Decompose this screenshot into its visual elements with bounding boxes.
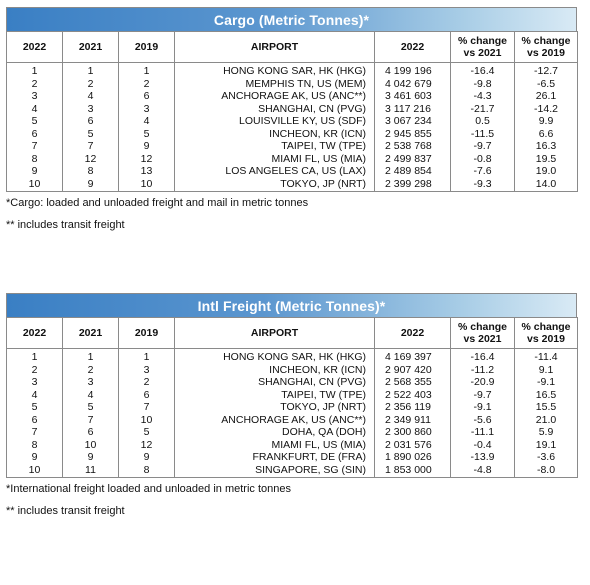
cell-pct-change-2019: -6.5 — [515, 78, 578, 91]
cell-rank-2021: 5 — [63, 128, 119, 141]
cell-rank-2019: 9 — [119, 451, 175, 464]
cell-rank-2019: 12 — [119, 439, 175, 452]
cell-rank-2022: 2 — [7, 78, 63, 91]
cell-pct-change-2021: -21.7 — [451, 103, 515, 116]
cell-airport: SHANGHAI, CN (PVG) — [175, 103, 375, 116]
intl-freight-table — [6, 317, 578, 478]
cell-cargo-2022: 2 907 420 — [375, 364, 451, 377]
cell-rank-2021: 9 — [63, 451, 119, 464]
cell-airport: FRANKFURT, DE (FRA) — [175, 451, 375, 464]
cell-rank-2021: 3 — [63, 376, 119, 389]
cell-pct-change-2021: -13.9 — [451, 451, 515, 464]
table-row — [7, 389, 578, 402]
table-row — [7, 165, 578, 178]
cell-pct-change-2019: 19.1 — [515, 439, 578, 452]
cell-pct-change-2019: 19.5 — [515, 153, 578, 166]
cell-pct-change-2021: -11.2 — [451, 364, 515, 377]
table-header-row — [7, 32, 578, 63]
cell-rank-2019: 10 — [119, 178, 175, 192]
cell-rank-2022: 1 — [7, 63, 63, 78]
table-row — [7, 464, 578, 478]
cell-pct-change-2019: 14.0 — [515, 178, 578, 192]
cell-cargo-2022: 4 169 397 — [375, 349, 451, 364]
cell-cargo-2022: 4 042 679 — [375, 78, 451, 91]
cell-pct-change-2019: -9.1 — [515, 376, 578, 389]
column-header-pct-change-2019: % change vs 2019 — [515, 318, 578, 349]
cell-pct-change-2021: 0.5 — [451, 115, 515, 128]
cell-pct-change-2021: -0.4 — [451, 439, 515, 452]
column-header-airport: AIRPORT — [175, 32, 375, 63]
cell-rank-2021: 11 — [63, 464, 119, 478]
cell-rank-2019: 10 — [119, 414, 175, 427]
cell-pct-change-2019: 19.0 — [515, 165, 578, 178]
cell-cargo-2022: 2 568 355 — [375, 376, 451, 389]
cell-cargo-2022: 2 349 911 — [375, 414, 451, 427]
table-row — [7, 401, 578, 414]
cell-rank-2021: 6 — [63, 426, 119, 439]
cell-pct-change-2019: 26.1 — [515, 90, 578, 103]
cell-pct-change-2021: -9.7 — [451, 140, 515, 153]
cell-rank-2022: 10 — [7, 464, 63, 478]
cell-rank-2021: 4 — [63, 90, 119, 103]
cell-rank-2021: 7 — [63, 414, 119, 427]
table-row — [7, 414, 578, 427]
cell-cargo-2022: 3 461 603 — [375, 90, 451, 103]
cell-rank-2019: 13 — [119, 165, 175, 178]
cell-cargo-2022: 1 890 026 — [375, 451, 451, 464]
cell-pct-change-2021: -9.3 — [451, 178, 515, 192]
table-header-row — [7, 318, 578, 349]
column-header-pct-change-2021: % change vs 2021 — [451, 32, 515, 63]
table-row — [7, 103, 578, 116]
cell-rank-2022: 6 — [7, 414, 63, 427]
cell-rank-2021: 2 — [63, 364, 119, 377]
cell-rank-2022: 9 — [7, 165, 63, 178]
cell-cargo-2022: 4 199 196 — [375, 63, 451, 78]
cell-rank-2021: 8 — [63, 165, 119, 178]
cargo-footnote-1: *Cargo: loaded and unloaded freight and mail in metric tonnes — [6, 197, 309, 209]
cell-rank-2021: 5 — [63, 401, 119, 414]
cell-rank-2022: 7 — [7, 140, 63, 153]
cell-rank-2019: 9 — [119, 140, 175, 153]
cell-cargo-2022: 2 499 837 — [375, 153, 451, 166]
column-header-airport: AIRPORT — [175, 318, 375, 349]
cell-airport: TAIPEI, TW (TPE) — [175, 389, 375, 402]
cell-pct-change-2021: -7.6 — [451, 165, 515, 178]
cell-cargo-2022: 2 399 298 — [375, 178, 451, 192]
cell-cargo-2022: 3 117 216 — [375, 103, 451, 116]
cell-cargo-2022: 2 489 854 — [375, 165, 451, 178]
cell-cargo-2022: 3 067 234 — [375, 115, 451, 128]
table-row — [7, 364, 578, 377]
column-header-cargo-2022: 2022 — [375, 318, 451, 349]
cell-rank-2021: 7 — [63, 140, 119, 153]
cell-pct-change-2019: 21.0 — [515, 414, 578, 427]
cargo-table — [6, 31, 578, 192]
cell-pct-change-2021: -9.8 — [451, 78, 515, 91]
intl-freight-title: Intl Freight (Metric Tonnes)* — [6, 293, 577, 317]
cell-rank-2021: 6 — [63, 115, 119, 128]
cell-airport: HONG KONG SAR, HK (HKG) — [175, 63, 375, 78]
cell-pct-change-2019: 15.5 — [515, 401, 578, 414]
cell-rank-2022: 1 — [7, 349, 63, 364]
cell-airport: DOHA, QA (DOH) — [175, 426, 375, 439]
cell-pct-change-2021: -16.4 — [451, 349, 515, 364]
cell-pct-change-2021: -20.9 — [451, 376, 515, 389]
cell-pct-change-2019: -11.4 — [515, 349, 578, 364]
cell-cargo-2022: 2 300 860 — [375, 426, 451, 439]
cell-pct-change-2019: 16.5 — [515, 389, 578, 402]
cell-rank-2021: 1 — [63, 63, 119, 78]
column-header-rank-2022: 2022 — [7, 318, 63, 349]
cell-rank-2022: 8 — [7, 439, 63, 452]
cell-cargo-2022: 2 522 403 — [375, 389, 451, 402]
table-row — [7, 178, 578, 192]
cell-airport: INCHEON, KR (ICN) — [175, 364, 375, 377]
cell-pct-change-2021: -11.5 — [451, 128, 515, 141]
column-header-pct-change-2019: % change vs 2019 — [515, 32, 578, 63]
cargo-title: Cargo (Metric Tonnes)* — [6, 7, 577, 31]
intl-footnote-1: *International freight loaded and unloaded in metric tonnes — [6, 483, 291, 495]
cell-rank-2021: 1 — [63, 349, 119, 364]
cell-rank-2022: 7 — [7, 426, 63, 439]
cell-pct-change-2021: -4.8 — [451, 464, 515, 478]
cell-rank-2019: 12 — [119, 153, 175, 166]
cell-rank-2022: 2 — [7, 364, 63, 377]
cell-cargo-2022: 1 853 000 — [375, 464, 451, 478]
cell-airport: MIAMI FL, US (MIA) — [175, 439, 375, 452]
cell-rank-2021: 2 — [63, 78, 119, 91]
cell-rank-2019: 1 — [119, 63, 175, 78]
cell-pct-change-2019: -12.7 — [515, 63, 578, 78]
cell-rank-2022: 8 — [7, 153, 63, 166]
column-header-rank-2021: 2021 — [63, 32, 119, 63]
cell-pct-change-2019: 6.6 — [515, 128, 578, 141]
cell-rank-2021: 12 — [63, 153, 119, 166]
cell-airport: TOKYO, JP (NRT) — [175, 401, 375, 414]
cell-pct-change-2021: -11.1 — [451, 426, 515, 439]
cell-rank-2019: 6 — [119, 90, 175, 103]
cell-rank-2022: 3 — [7, 90, 63, 103]
cell-rank-2022: 9 — [7, 451, 63, 464]
cell-rank-2022: 10 — [7, 178, 63, 192]
cell-rank-2022: 6 — [7, 128, 63, 141]
cell-rank-2019: 2 — [119, 78, 175, 91]
cell-pct-change-2021: -5.6 — [451, 414, 515, 427]
cell-rank-2022: 3 — [7, 376, 63, 389]
cell-airport: SINGAPORE, SG (SIN) — [175, 464, 375, 478]
cell-rank-2019: 1 — [119, 349, 175, 364]
table-row — [7, 451, 578, 464]
cell-airport: ANCHORAGE AK, US (ANC**) — [175, 414, 375, 427]
cell-rank-2022: 4 — [7, 389, 63, 402]
table-row — [7, 128, 578, 141]
table-row — [7, 153, 578, 166]
cell-rank-2019: 3 — [119, 103, 175, 116]
table-row — [7, 90, 578, 103]
column-header-cargo-2022: 2022 — [375, 32, 451, 63]
cell-rank-2021: 9 — [63, 178, 119, 192]
cell-rank-2022: 5 — [7, 115, 63, 128]
cell-airport: LOUISVILLE KY, US (SDF) — [175, 115, 375, 128]
cell-pct-change-2019: -8.0 — [515, 464, 578, 478]
table-row — [7, 115, 578, 128]
cell-rank-2021: 4 — [63, 389, 119, 402]
column-header-rank-2022: 2022 — [7, 32, 63, 63]
cell-rank-2019: 6 — [119, 389, 175, 402]
cell-airport: SHANGHAI, CN (PVG) — [175, 376, 375, 389]
column-header-rank-2021: 2021 — [63, 318, 119, 349]
cell-pct-change-2019: -3.6 — [515, 451, 578, 464]
cell-airport: INCHEON, KR (ICN) — [175, 128, 375, 141]
cell-pct-change-2019: 16.3 — [515, 140, 578, 153]
table-row — [7, 63, 578, 78]
cell-rank-2021: 3 — [63, 103, 119, 116]
column-header-rank-2019: 2019 — [119, 318, 175, 349]
column-header-pct-change-2021: % change vs 2021 — [451, 318, 515, 349]
cell-rank-2022: 4 — [7, 103, 63, 116]
cell-pct-change-2021: -0.8 — [451, 153, 515, 166]
cell-cargo-2022: 2 031 576 — [375, 439, 451, 452]
cell-rank-2019: 4 — [119, 115, 175, 128]
cell-airport: TOKYO, JP (NRT) — [175, 178, 375, 192]
cell-airport: TAIPEI, TW (TPE) — [175, 140, 375, 153]
cell-cargo-2022: 2 538 768 — [375, 140, 451, 153]
table-row — [7, 349, 578, 364]
cell-rank-2019: 7 — [119, 401, 175, 414]
table-row — [7, 376, 578, 389]
cell-pct-change-2021: -16.4 — [451, 63, 515, 78]
cell-airport: ANCHORAGE AK, US (ANC**) — [175, 90, 375, 103]
column-header-rank-2019: 2019 — [119, 32, 175, 63]
cell-pct-change-2019: 9.9 — [515, 115, 578, 128]
cargo-footnote-2: ** includes transit freight — [6, 219, 125, 231]
cell-rank-2019: 5 — [119, 426, 175, 439]
cell-airport: HONG KONG SAR, HK (HKG) — [175, 349, 375, 364]
cell-rank-2021: 10 — [63, 439, 119, 452]
cell-rank-2019: 5 — [119, 128, 175, 141]
cell-pct-change-2021: -9.7 — [451, 389, 515, 402]
cell-rank-2019: 2 — [119, 376, 175, 389]
cell-rank-2022: 5 — [7, 401, 63, 414]
cell-airport: MIAMI FL, US (MIA) — [175, 153, 375, 166]
cell-cargo-2022: 2 945 855 — [375, 128, 451, 141]
intl-footnote-2: ** includes transit freight — [6, 505, 125, 517]
table-row — [7, 78, 578, 91]
cell-airport: MEMPHIS TN, US (MEM) — [175, 78, 375, 91]
intl-freight-section — [6, 293, 577, 518]
cargo-section — [6, 7, 577, 232]
cell-pct-change-2019: -14.2 — [515, 103, 578, 116]
cell-pct-change-2021: -9.1 — [451, 401, 515, 414]
cell-rank-2019: 8 — [119, 464, 175, 478]
cell-rank-2019: 3 — [119, 364, 175, 377]
cell-pct-change-2019: 5.9 — [515, 426, 578, 439]
table-row — [7, 140, 578, 153]
cell-pct-change-2021: -4.3 — [451, 90, 515, 103]
cell-airport: LOS ANGELES CA, US (LAX) — [175, 165, 375, 178]
cell-cargo-2022: 2 356 119 — [375, 401, 451, 414]
cell-pct-change-2019: 9.1 — [515, 364, 578, 377]
table-row — [7, 439, 578, 452]
table-row — [7, 426, 578, 439]
